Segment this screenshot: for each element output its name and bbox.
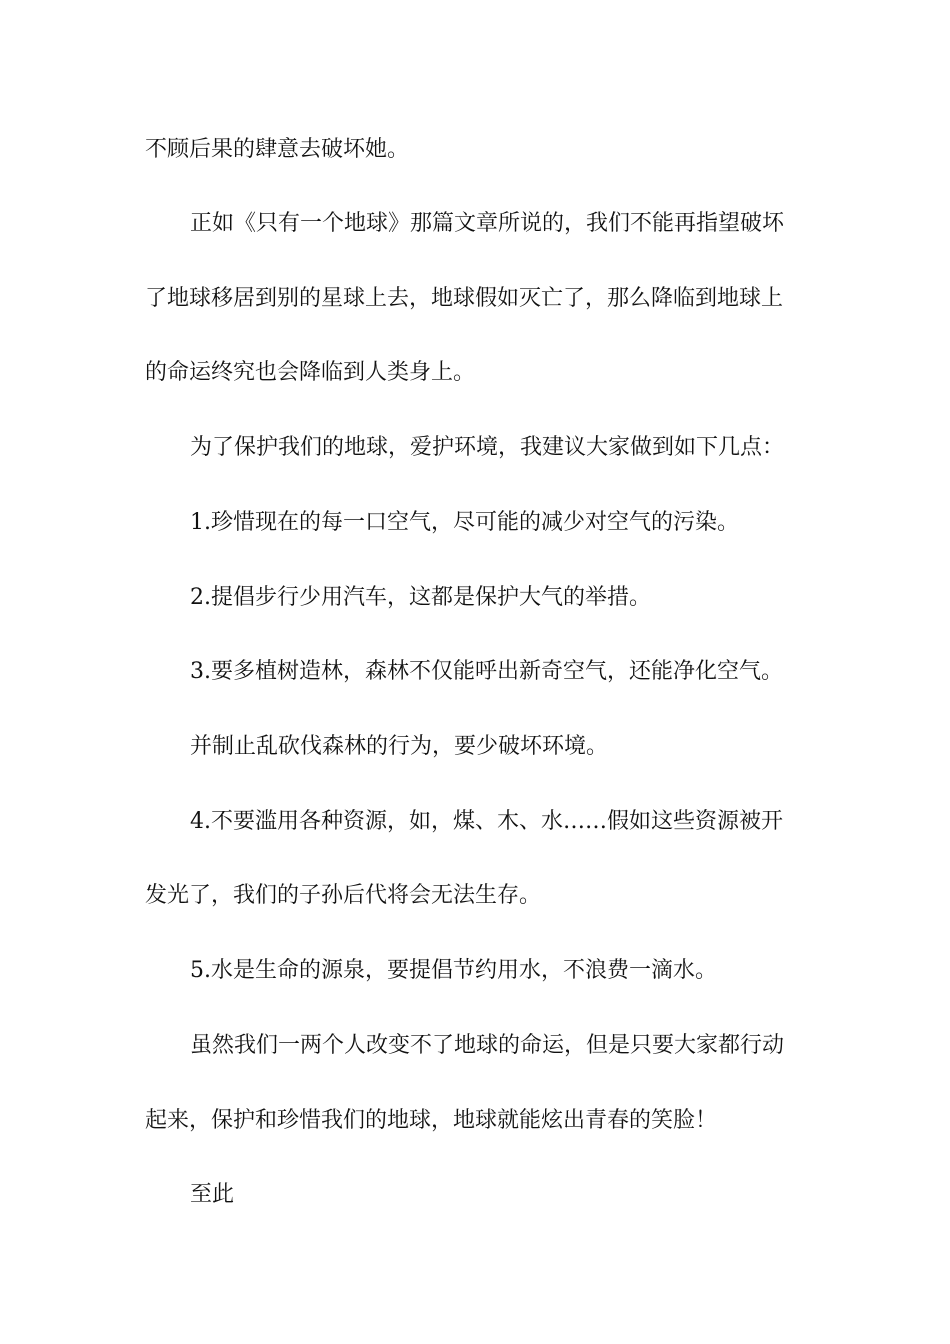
text-line: 不顾后果的肆意去破坏她。: [145, 137, 410, 162]
text-line: 起来，保护和珍惜我们的地球，地球就能炫出青春的笑脸！: [145, 1108, 718, 1133]
list-item: 4.不要滥用各种资源，如，煤、木、水……假如这些资源被开: [190, 809, 783, 834]
text-line: 为了保护我们的地球，爱护环境，我建议大家做到如下几点：: [190, 435, 785, 460]
list-item: 2.提倡步行少用汽车，这都是保护大气的举措。: [190, 585, 651, 610]
text-line: 发光了，我们的子孙后代将会无法生存。: [145, 883, 542, 908]
list-item: 5.水是生命的源泉，要提倡节约用水，不浪费一滴水。: [190, 958, 717, 983]
text-line: 至此: [190, 1182, 235, 1207]
list-item: 1.珍惜现在的每一口空气，尽可能的减少对空气的污染。: [190, 510, 739, 535]
text-line: 并制止乱砍伐森林的行为，要少破坏环境。: [190, 734, 609, 759]
list-item: 3.要多植树造林，森林不仅能呼出新奇空气，还能净化空气。: [190, 659, 783, 684]
text-line: 虽然我们一两个人改变不了地球的命运，但是只要大家都行动: [190, 1033, 785, 1058]
text-line: 了地球移居到别的星球上去，地球假如灭亡了，那么降临到地球上: [145, 286, 784, 311]
text-line: 正如《只有一个地球》那篇文章所说的，我们不能再指望破坏: [190, 211, 785, 236]
text-line: 的命运终究也会降临到人类身上。: [145, 360, 476, 385]
